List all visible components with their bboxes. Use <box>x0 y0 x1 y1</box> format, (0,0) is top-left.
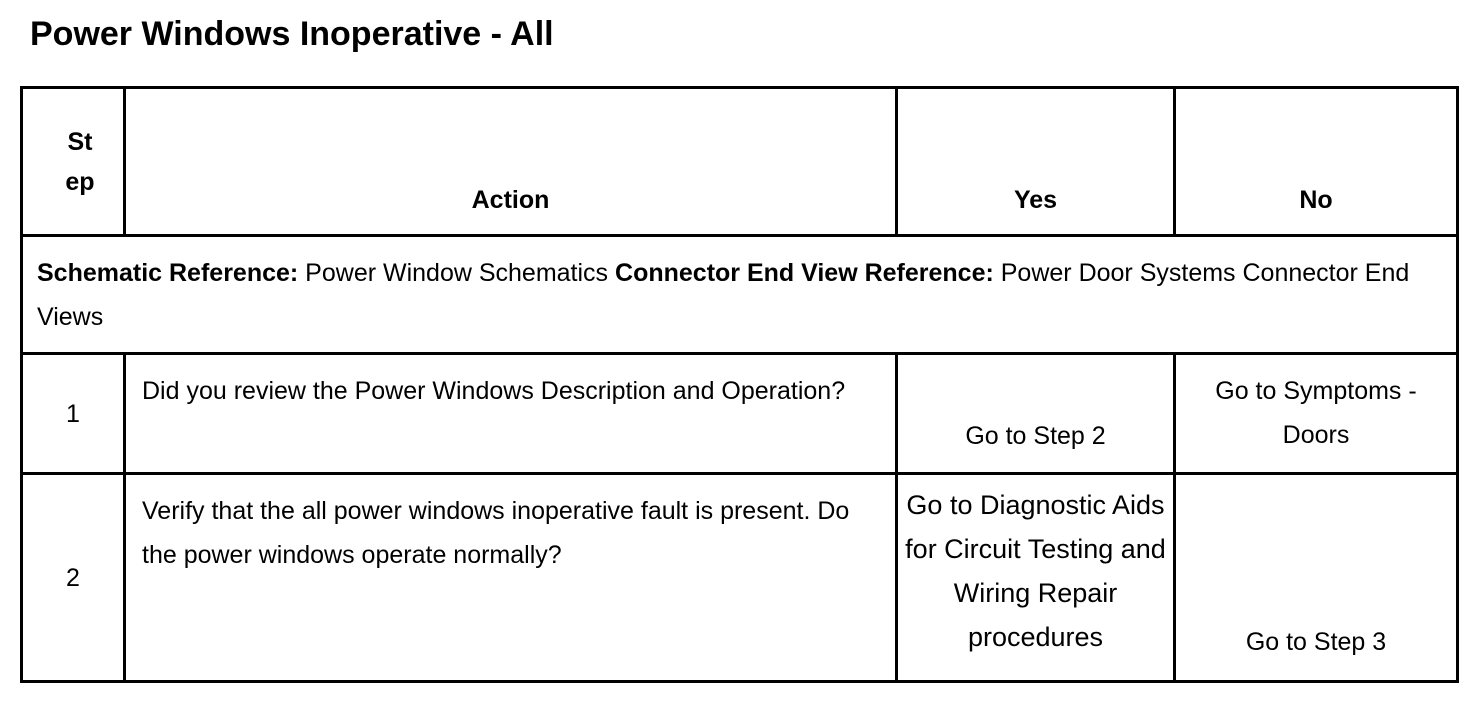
header-action: Action <box>125 88 897 236</box>
step-number: 1 <box>22 354 125 474</box>
no-result-link[interactable]: Go to Step 3 <box>1175 474 1458 682</box>
header-step-line2: ep <box>65 167 95 196</box>
action-text: Verify that the all power windows inoperative fault is present. Do the power windows operate normally? <box>125 474 897 682</box>
header-step-line1: St <box>67 127 93 156</box>
page-title: Power Windows Inoperative - All <box>30 15 554 53</box>
yes-result-link[interactable]: Go to Diagnostic Aids for Circuit Testing and Wiring Repair procedures <box>897 474 1175 682</box>
table-header-row <box>22 88 1458 236</box>
connector-reference-link[interactable]: Power Door Systems Connector End Views <box>37 259 1410 331</box>
step-number: 2 <box>22 474 125 682</box>
yes-result-link[interactable]: Go to Step 2 <box>897 354 1175 474</box>
header-step <box>22 88 125 236</box>
header-no: No <box>1175 88 1458 236</box>
reference-cell <box>22 236 1458 354</box>
connector-reference-label: Connector End View Reference: <box>615 259 994 287</box>
schematic-reference-label: Schematic Reference: <box>37 259 299 287</box>
schematic-reference-link[interactable]: Power Window Schematics <box>298 259 616 287</box>
table-row <box>22 474 1458 682</box>
reference-row <box>22 236 1458 354</box>
no-result-link[interactable]: Go to Symptoms - Doors <box>1175 354 1458 474</box>
action-text: Did you review the Power Windows Description and Operation? <box>125 354 897 474</box>
header-yes: Yes <box>897 88 1175 236</box>
table-row <box>22 354 1458 474</box>
diagnostic-table <box>20 86 1459 683</box>
